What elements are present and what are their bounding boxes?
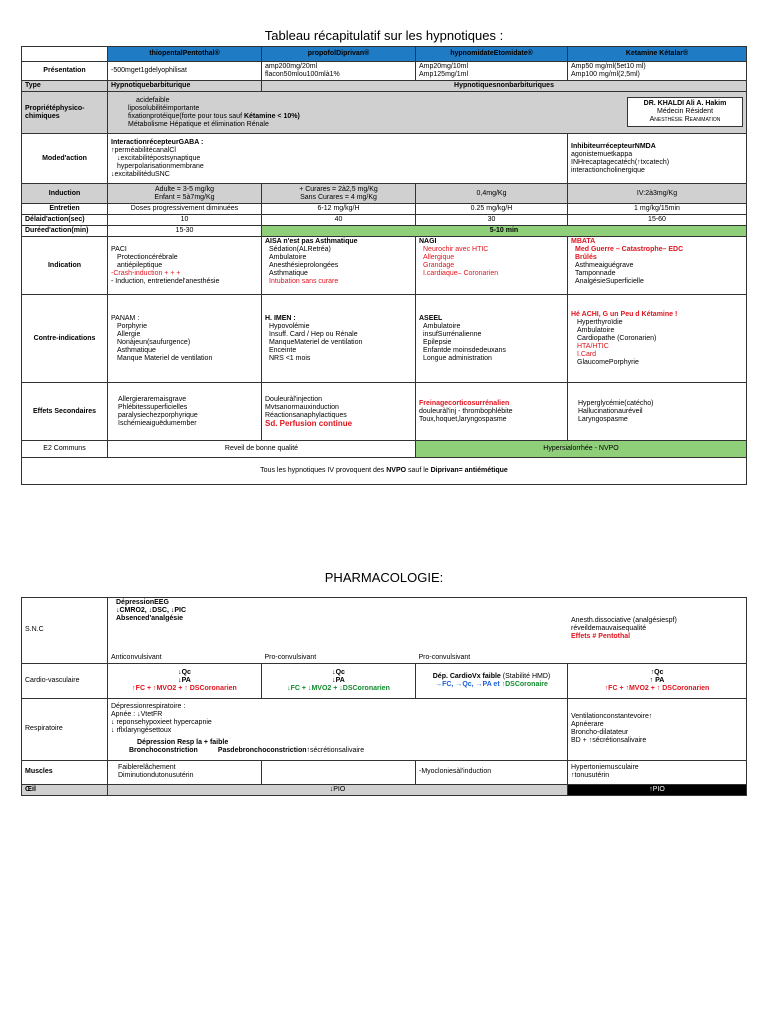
ind-p-4: Anesthésieprolongées xyxy=(269,262,339,269)
row-label: S.N.C xyxy=(22,598,108,664)
resp-b-1: Dépression Resp la + faible xyxy=(137,739,229,746)
ind-p-3: Ambulatoire xyxy=(269,254,307,261)
gaba-4: hyperpolarisationmembrane xyxy=(117,162,204,170)
es-k-3: Laryngospasme xyxy=(578,415,628,423)
row-label: Cardio-vasculaire xyxy=(22,663,108,698)
ind-p-5: Asthmatique xyxy=(269,270,308,277)
induction-prop xyxy=(262,184,416,204)
row-label: Moded'action xyxy=(22,134,108,184)
contre-thio xyxy=(108,295,262,383)
row-label: Indication xyxy=(22,237,108,295)
cv-t-3: ↑FC + ↑MVO2 + ↑ DSCoronarien xyxy=(132,684,237,692)
ind-p-1: AISA n'est pas Asthmatique xyxy=(265,238,358,245)
row-label: Œil xyxy=(22,784,108,795)
row-note xyxy=(22,458,747,485)
cell-keta xyxy=(568,62,747,81)
header-thiopental: thiopentalPentothal® xyxy=(108,47,262,62)
gaba-3: ↓excitabilitépostsynaptique xyxy=(117,154,201,162)
effets-keta xyxy=(568,383,747,441)
pharmacology-table xyxy=(21,597,747,796)
induction-etom: 0,4mg/Kg xyxy=(416,184,568,204)
ci-k-1: Hé ACHI, G un Peu d Kétamine ! xyxy=(571,310,678,318)
cell-etom xyxy=(416,62,568,81)
resp-m-4: ↓ rflxlaryngésettoux xyxy=(111,727,172,734)
ci-e-6: Longue administration xyxy=(423,354,492,362)
ind-t-5: - Induction, entretiendel'anesthésie xyxy=(111,277,220,285)
ci-e-2: Ambulatoire xyxy=(423,322,461,330)
row-type xyxy=(22,81,747,92)
header-ketamine: Ketamine Kétalar® xyxy=(568,47,747,62)
header-propofol: propofolDiprivan® xyxy=(262,47,416,62)
snc-k-2: réveildemauvaisequalité xyxy=(571,625,647,632)
nmda-4: interactioncholinergique xyxy=(571,166,645,174)
physico-cell xyxy=(108,92,747,134)
muscles-etom: -Myocloniesàl'induction xyxy=(416,760,568,784)
effets-prop xyxy=(262,383,416,441)
snc-anticonv: Anticonvulsivant xyxy=(111,653,162,661)
snc-m-2: ↓CMRO2, ↓DSC, ↓PIC xyxy=(116,607,187,614)
presentation-etom-1: Amp20mg/10ml xyxy=(419,63,469,70)
cv-e-4: ↑DSCoronaire xyxy=(501,680,548,688)
ind-p-2: Sédation(ALRetréa) xyxy=(269,246,331,253)
es-e-3: Toux,hoquet,laryngospasme xyxy=(419,415,507,423)
resp-b-3: Pasdebronchoconstriction xyxy=(217,747,307,754)
ci-p-5: Enceinte xyxy=(269,346,297,354)
ci-p-6: NRS <1 mois xyxy=(269,354,311,362)
row-label: E2 Communs xyxy=(22,441,108,458)
resp-m-1: Dépressionrespiratoire : xyxy=(111,703,186,710)
author-signature xyxy=(627,97,743,127)
physico-5: Métabolisme Hépatique et élimination Rénale xyxy=(128,120,269,128)
delai-prop: 40 xyxy=(262,215,416,226)
row-entretien xyxy=(22,204,747,215)
ci-k-5: HTA/HTIC xyxy=(577,342,609,350)
resp-k-1: Ventilationconstantevoire↑ xyxy=(571,713,653,720)
ind-k-5: Tamponnade xyxy=(575,270,616,277)
row-physico xyxy=(22,92,747,134)
row-label: Délaid'action(sec) xyxy=(22,215,108,226)
es-p-2: Mvtsanormauxinduction xyxy=(265,403,339,411)
muscles-thio xyxy=(108,760,262,784)
ind-k-4: Asthmeaiguégrave xyxy=(575,262,634,269)
resp-k-2: Apnéerare xyxy=(571,721,604,728)
row-contre xyxy=(22,295,747,383)
snc-m-3: Absenced'analgésie xyxy=(116,615,184,622)
note-pre: Tous les hypnotiques IV provoquent des xyxy=(260,467,387,474)
cv-e-2: (Stabilité HMD) xyxy=(502,672,551,680)
ci-t-4: Nonàjeun(saufurgence) xyxy=(117,338,191,346)
ind-k-1: MBATA xyxy=(571,238,596,245)
entretien-etom: 0.25 mg/kg/H xyxy=(416,204,568,215)
resp-b-4: ↑sécrétionsalivaire xyxy=(306,747,365,754)
ind-k-3: Brûlés xyxy=(575,254,597,261)
ci-e-1: ASEEL xyxy=(419,314,443,322)
mu-t-2: Diminutiondutonusutérin xyxy=(118,772,194,779)
es-e-1: Freinagecorticosurrénalien xyxy=(419,399,510,407)
cv-k-2: ↑ PA xyxy=(649,676,665,684)
ind-e-4: Grandage xyxy=(423,262,455,269)
es-e-2: douleuràl'inj - thrombophlébite xyxy=(419,407,513,415)
mu-k-1: Hypertoniemusculaire xyxy=(571,764,639,771)
snc-m-1: DépressionEEG xyxy=(116,599,169,606)
header-etomidate: hypnomidateEtomidate® xyxy=(416,47,568,62)
row-resp xyxy=(22,698,747,760)
contre-etom xyxy=(416,295,568,383)
es-k-1: Hyperglycémie(catécho) xyxy=(578,399,654,407)
mu-t-1: Faiblerelâchement xyxy=(118,764,176,771)
physico-4: Kétamine < 10%) xyxy=(243,112,300,120)
nmda-3: INHrecaptagecatéch(↑txcatech) xyxy=(571,158,670,166)
ci-t-6: Manque Materiel de ventilation xyxy=(117,354,213,362)
ci-t-1: PANAM : xyxy=(111,314,140,322)
cell-thio xyxy=(108,62,262,81)
induction-keta: IV:2à3mg/Kg xyxy=(568,184,747,204)
gaba-2: ↑perméabilitécanalCl xyxy=(111,146,176,154)
row-label: Présentation xyxy=(22,62,108,81)
ci-p-2: Hypovolémie xyxy=(269,322,310,330)
ci-t-3: Allergie xyxy=(117,330,141,338)
resp-main xyxy=(108,698,568,760)
indication-thio xyxy=(108,237,262,295)
es-t-3: paralysiechezporphyrique xyxy=(118,411,198,419)
nmda-2: agonistemuetkappa xyxy=(571,150,633,158)
indication-prop xyxy=(262,237,416,295)
snc-k-3: Effets # Pentothal xyxy=(571,633,631,640)
presentation-keta-1: Amp50 mg/ml(5et10 ml) xyxy=(571,63,646,70)
sig-name: DR. KHALDI Ali A. Hakim xyxy=(643,99,727,107)
oeil-keta: ↑PIO xyxy=(568,784,747,795)
resp-keta xyxy=(568,698,747,760)
resp-m-3: ↓ reponsehypoxieet hypercapnie xyxy=(111,719,212,726)
cv-e-3: →FC, →Qc, →PA et xyxy=(435,680,502,688)
delai-etom: 30 xyxy=(416,215,568,226)
row-mode xyxy=(22,134,747,184)
sig-dept: Anesthésie Reanimation xyxy=(649,115,721,123)
ind-e-1: NAGI xyxy=(419,238,437,245)
physico-1: acidefaible xyxy=(136,96,170,104)
cv-e-1: Dép. CardioVx faible xyxy=(432,672,501,680)
snc-proconv-2: Pro-convulsivant xyxy=(418,653,471,661)
cv-p-1: ↓Qc xyxy=(332,668,345,676)
snc-prop xyxy=(262,653,416,664)
induction-thio xyxy=(108,184,262,204)
ci-k-2: Hyperthyroïdie xyxy=(577,318,623,326)
ci-p-4: ManqueMateriel de ventilation xyxy=(269,338,363,346)
physico-3: fixationprotéique(forte pour tous sauf xyxy=(128,112,244,120)
cv-t-1: ↓Qc xyxy=(178,668,191,676)
resp-k-4: BD + ↑sécrétionsalivaire xyxy=(571,737,647,744)
row-label: Respiratoire xyxy=(22,698,108,760)
e2-left: Reveil de bonne qualité xyxy=(108,441,416,458)
gaba-5: ↓excitabilitéduSNC xyxy=(111,170,170,178)
row-label: Muscles xyxy=(22,760,108,784)
ci-e-5: Enfantde moinsdedeuxans xyxy=(423,346,506,354)
physico-2: liposolubilitéimportante xyxy=(128,104,200,112)
note-mid: sauf le xyxy=(406,467,431,474)
ind-t-3: antiépileptique xyxy=(117,261,163,269)
ci-e-4: Epilepsie xyxy=(423,338,452,346)
hypnotics-summary-table xyxy=(21,46,747,485)
row-snc xyxy=(22,598,747,653)
type-barb: Hypnotiquebarbiturique xyxy=(108,81,262,92)
ind-k-2: Med Guerre – Catastrophe– EDC xyxy=(575,246,684,253)
cv-k-1: ↑Qc xyxy=(650,668,664,676)
e2-right: Hypersialorrhée - NVPO xyxy=(416,441,747,458)
snc-proconv-1: Pro-convulsivant xyxy=(264,653,317,661)
delai-keta: 15-60 xyxy=(568,215,747,226)
row-label: Effets Secondaires xyxy=(22,383,108,441)
mu-k-2: ↑tonusutérin xyxy=(571,772,610,779)
cardio-thio xyxy=(108,663,262,698)
presentation-thio: -500mget1gdelyophilisat xyxy=(111,67,187,74)
duree-shared: 5-10 min xyxy=(262,226,747,237)
effets-etom xyxy=(416,383,568,441)
row-label: Duréed'action(min) xyxy=(22,226,108,237)
row-effets xyxy=(22,383,747,441)
ind-e-2: Neurochir avec HTIC xyxy=(423,246,489,253)
note-nvpo: NVPO xyxy=(386,467,407,474)
snc-thio xyxy=(108,653,262,664)
muscles-keta xyxy=(568,760,747,784)
ci-e-3: insufSurrénalienne xyxy=(423,330,482,338)
row-duree xyxy=(22,226,747,237)
duree-thio: 15-30 xyxy=(108,226,262,237)
row-label: Propriétéphysico-chimiques xyxy=(22,92,108,134)
cardio-etom xyxy=(416,663,568,698)
contre-prop xyxy=(262,295,416,383)
snc-k-1: Anesth.dissociative (analgésiespf) xyxy=(571,617,677,624)
presentation-prop-1: amp200mg/20ml xyxy=(265,63,318,70)
row-delai xyxy=(22,215,747,226)
es-t-1: Allergieraremaisgrave xyxy=(118,395,187,403)
snc-etom xyxy=(416,653,568,664)
resp-m-2: Apnée : ↓VtetFR xyxy=(111,711,163,718)
ci-t-2: Porphyrie xyxy=(117,322,147,330)
row-snc-2 xyxy=(22,653,747,664)
ind-t-1: PACI xyxy=(111,245,127,253)
muscles-prop xyxy=(262,760,416,784)
cv-p-3: ↓FC + ↓MVO2 + ↓DSCoronarien xyxy=(287,684,390,692)
cardio-keta xyxy=(568,663,747,698)
ind-t-2: Protectioncérébrale xyxy=(117,253,178,261)
row-label: Induction xyxy=(22,184,108,204)
cv-k-3: ↑FC + ↑MVO2 + ↑ DSCoronarien xyxy=(604,684,710,692)
resp-b-2: Bronchoconstriction xyxy=(129,747,198,754)
gaba-1: InteractionrécepteurGABA : xyxy=(111,138,204,146)
cv-t-2: ↓PA xyxy=(178,676,191,684)
entretien-thio: Doses progressivement diminuées xyxy=(108,204,262,215)
ind-e-5: I.cardiaque– Coronarien xyxy=(423,270,499,277)
mode-gaba xyxy=(108,134,568,184)
row-label: Type xyxy=(22,81,108,92)
row-label: Contre-indications xyxy=(22,295,108,383)
entretien-prop: 6-12 mg/kg/H xyxy=(262,204,416,215)
snc-keta xyxy=(571,599,743,641)
ci-k-6: I.Card xyxy=(577,350,597,358)
entretien-keta: 1 mg/kg/15min xyxy=(568,204,747,215)
ind-prop-2: Sans Curares = 4 mg/Kg xyxy=(300,193,377,201)
delai-thio: 10 xyxy=(108,215,262,226)
ind-k-6: AnalgésieSuperficielle xyxy=(575,278,644,285)
type-nonbarb: Hypnotiquesnonbarbituriques xyxy=(262,81,747,92)
pharmacology-title: PHARMACOLOGIE: xyxy=(324,570,444,585)
cell-prop xyxy=(262,62,416,81)
note-diprivan: Diprivan= antiémétique xyxy=(430,467,508,474)
contre-keta xyxy=(568,295,747,383)
indication-keta xyxy=(568,237,747,295)
snc-empty xyxy=(568,653,747,664)
ci-k-4: Cardiopathe (Coronarien) xyxy=(577,334,657,342)
es-k-2: Hallucinationauréveil xyxy=(578,407,643,415)
ind-p-6: Intubation sans curare xyxy=(269,278,339,285)
cardio-prop xyxy=(262,663,416,698)
ind-t-4: -Crash-induction + + + xyxy=(111,269,181,277)
ind-thio-2: Enfant = 5à7mg/Kg xyxy=(154,193,215,201)
cv-p-2: ↓PA xyxy=(332,676,345,684)
row-cardio xyxy=(22,663,747,698)
row-e2 xyxy=(22,441,747,458)
row-label: Entretien xyxy=(22,204,108,215)
es-p-3: Réactionsanaphylactiques xyxy=(265,411,347,419)
ci-t-5: Asthmatique xyxy=(117,346,156,354)
es-t-2: Phlébitessuperficielles xyxy=(118,403,188,411)
resp-k-3: Broncho-dilatateur xyxy=(571,729,629,736)
row-presentation xyxy=(22,62,747,81)
table-title: Tableau récapitulatif sur les hypnotiques : xyxy=(264,28,504,43)
presentation-prop-2: flacon50mlou100mlà1% xyxy=(265,71,340,78)
effets-thio xyxy=(108,383,262,441)
note-cell xyxy=(22,458,747,485)
row-muscles xyxy=(22,760,747,784)
row-oeil xyxy=(22,784,747,795)
indication-etom xyxy=(416,237,568,295)
ci-p-3: Insuff. Card / Hep ou Rénale xyxy=(269,330,358,338)
oeil-mid: ↓PIO xyxy=(108,784,568,795)
es-t-4: Ischémieaiguëdumember xyxy=(118,419,197,427)
es-p-4: Sd. Perfusion continue xyxy=(265,418,353,428)
ci-k-7: GlaucomePorphyrie xyxy=(577,358,639,366)
mode-nmda xyxy=(568,134,747,184)
corner-cell xyxy=(22,47,108,62)
row-induction xyxy=(22,184,747,204)
ci-k-3: Ambulatoire xyxy=(577,326,615,334)
ind-prop-1: + Curares = 2à2,5 mg/Kg xyxy=(299,185,378,193)
ind-thio-1: Adulte = 3-5 mg/kg xyxy=(155,185,214,193)
ci-p-1: H. IMEN : xyxy=(265,314,296,322)
ind-e-3: Allergique xyxy=(423,254,455,261)
row-indication xyxy=(22,237,747,295)
sig-role: Médecin Résident xyxy=(656,107,714,115)
snc-main xyxy=(108,598,747,653)
nmda-1: InhibiteurrécepteurNMDA xyxy=(571,142,656,150)
es-p-1: Douleuràl'injection xyxy=(265,395,322,403)
presentation-keta-2: Amp100 mg/ml(2,5ml) xyxy=(571,71,640,78)
presentation-etom-2: Amp125mg/1ml xyxy=(419,71,469,78)
